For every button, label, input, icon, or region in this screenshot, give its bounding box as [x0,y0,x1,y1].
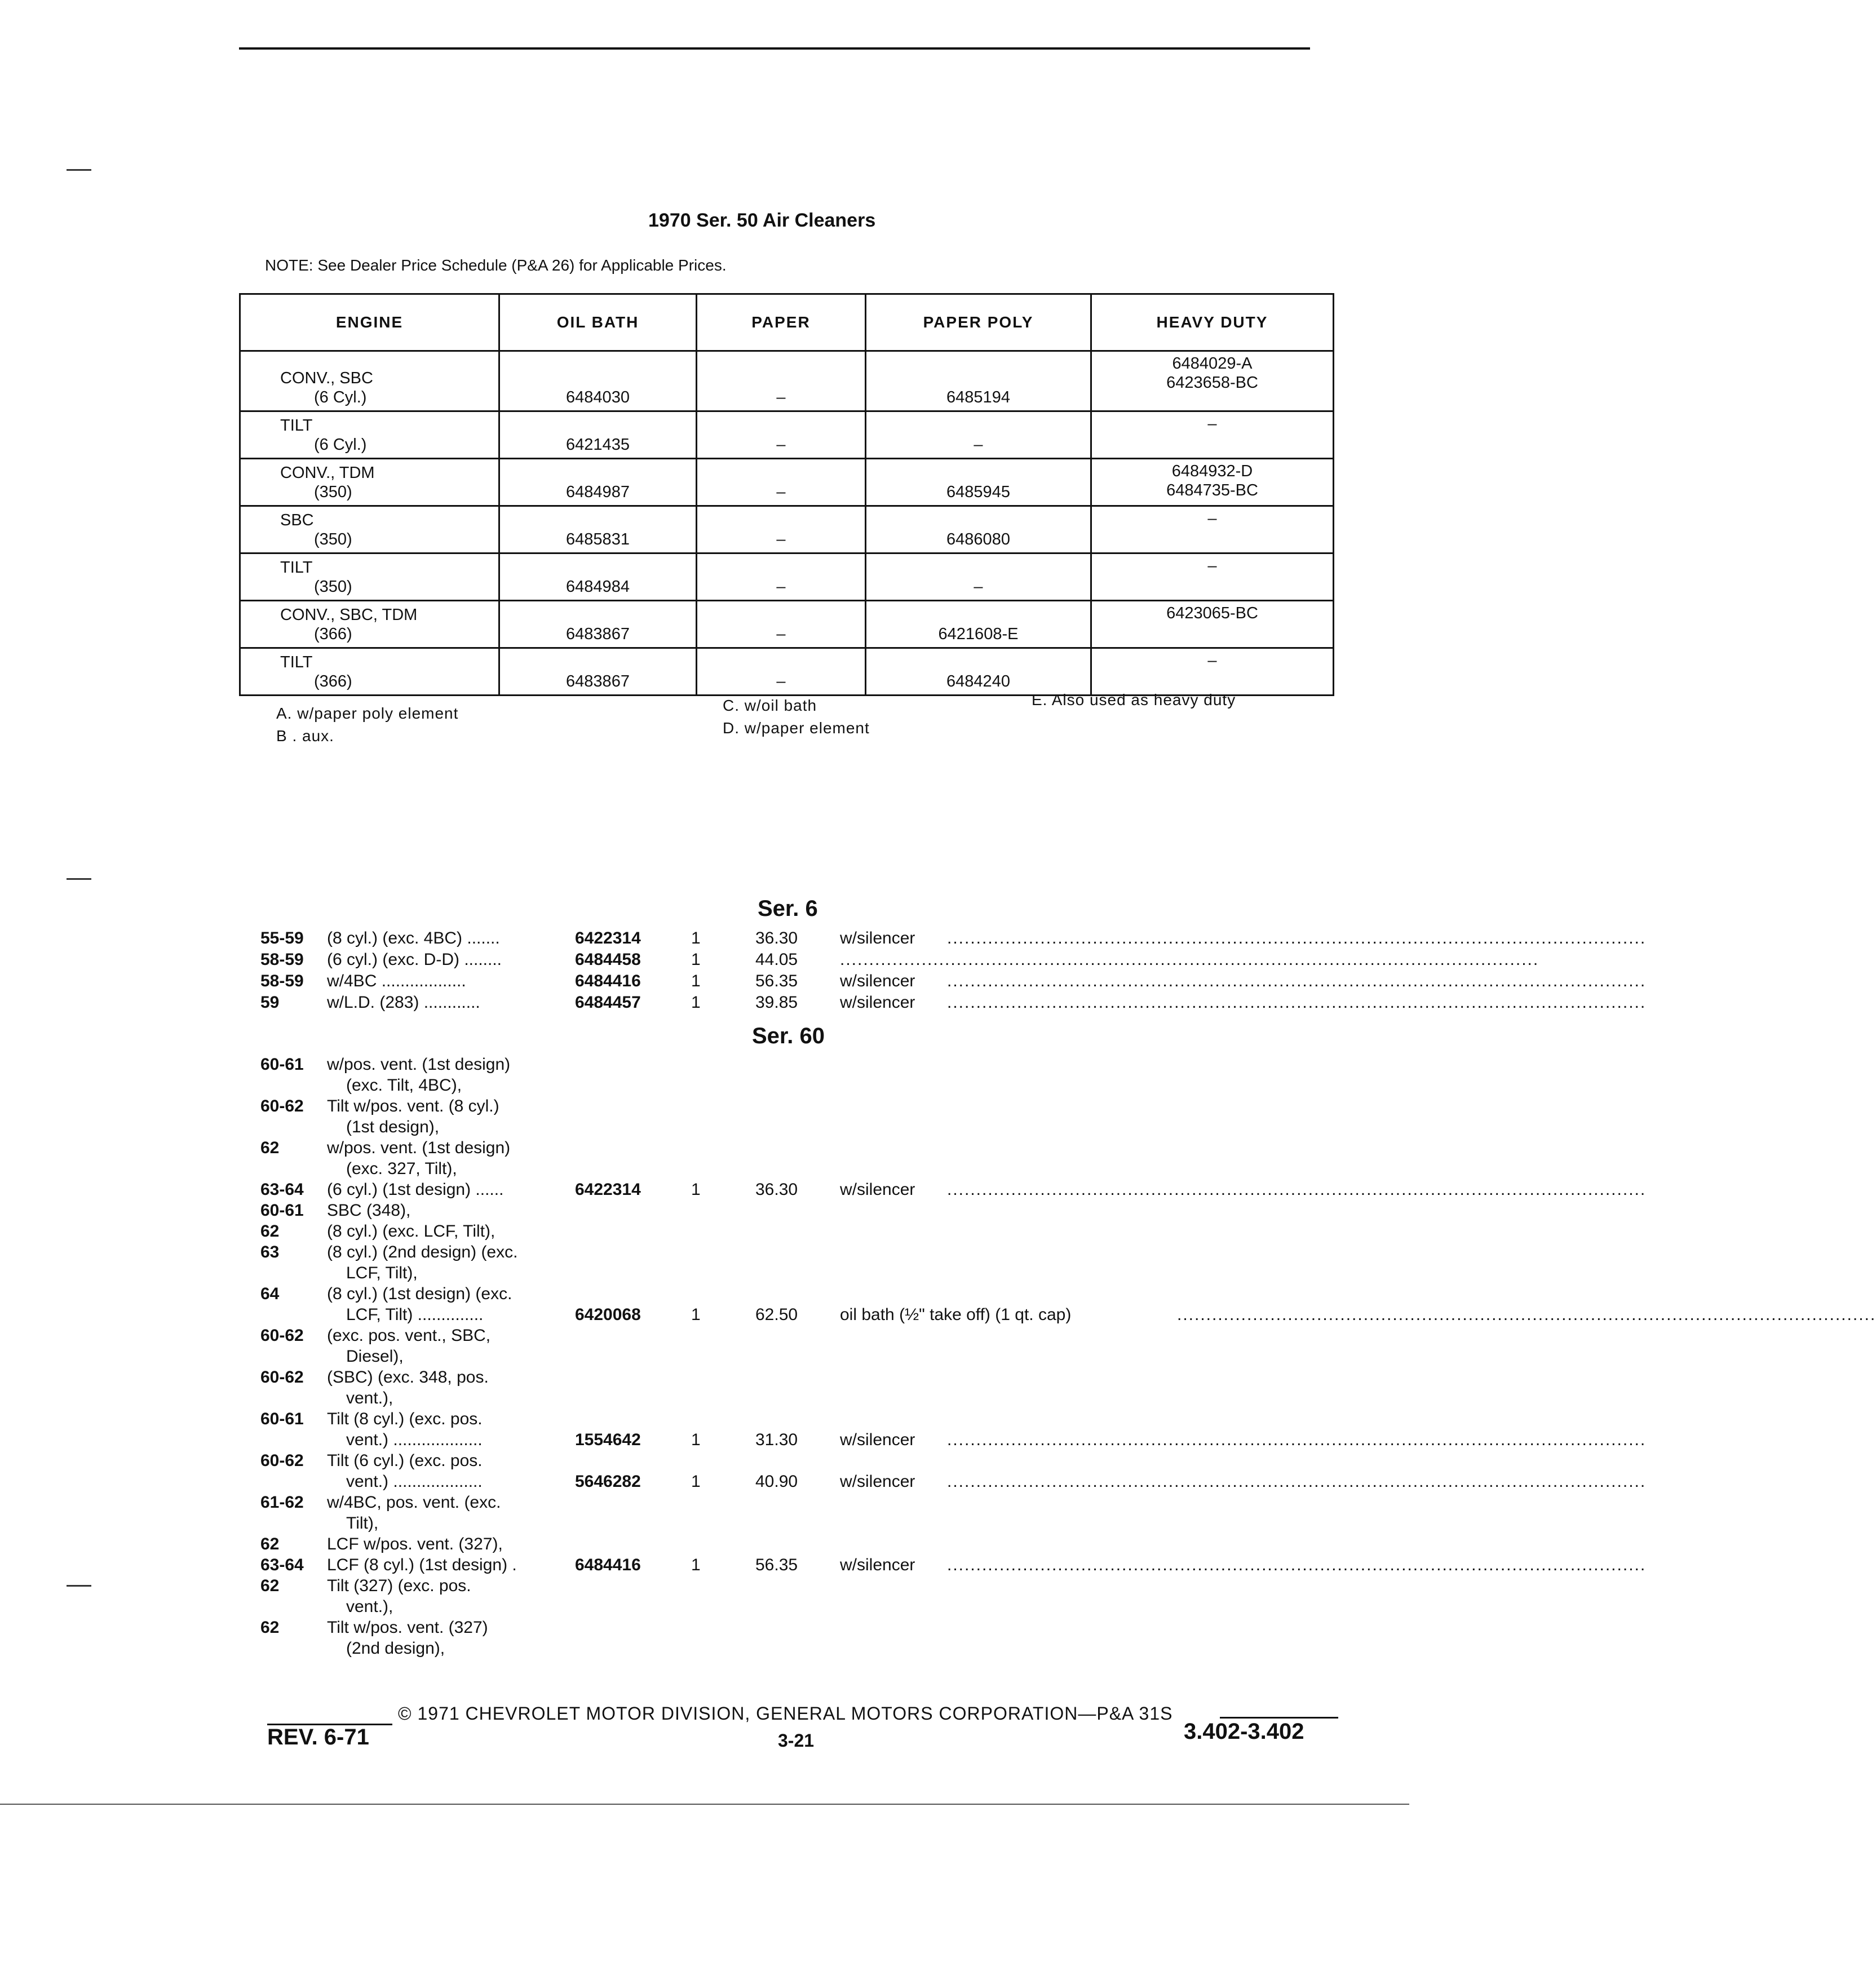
header-paper-poly: PAPER POLY [866,294,1091,351]
parts-line [0,1556,1647,1576]
table-row [240,648,1334,696]
engine-cell [240,601,499,648]
part-description: (6 cyl.) (1st design) ...... [327,1180,504,1199]
engine-name: TILT [280,653,313,671]
heavy-duty-cell [1091,553,1334,601]
oil-bath-cell: 6484987 [499,459,697,506]
engine-displacement: (350) [314,578,352,596]
heavy-duty-value: – [1207,557,1217,575]
page-title: 1970 Ser. 50 Air Cleaners [648,210,876,231]
quantity: 1 [691,972,701,990]
parts-line [0,1055,1425,1076]
year-range: 60-62 [260,1368,304,1387]
paper-cell: – [697,351,866,411]
parts-line [0,1201,1425,1222]
engine-cell [240,553,499,601]
part-description: (1st design), [346,1118,440,1136]
parts-line [0,1243,1425,1264]
year-range: 59 [260,993,280,1012]
part-description: vent.), [346,1597,393,1616]
paper-poly-cell: 6484240 [866,648,1091,696]
engine-displacement: (350) [314,483,352,501]
quantity: 1 [691,1431,701,1449]
part-description: (6 cyl.) (exc. D-D) ........ [327,950,502,969]
part-description: (8 cyl.) (exc. 4BC) ....... [327,929,500,947]
part-number: 6484458 [575,950,641,969]
parts-line [0,993,1647,1014]
heavy-duty-cell [1091,351,1334,411]
part-description: w/4BC .................. [327,972,466,990]
paper-cell: – [697,506,866,553]
parts-line [0,1431,1647,1451]
table-header-row [240,294,1334,351]
part-description: (exc. 327, Tilt), [346,1159,457,1178]
dot-leader: ........................................................................................................................ [947,1180,1647,1199]
dot-leader: ........................................................................................................................ [947,993,1647,1012]
parts-line [0,1493,1425,1514]
parts-line [0,1514,1425,1535]
list-price: 40.90 [755,1472,798,1491]
remark: oil bath (½" take off) (1 qt. cap) [840,1305,1072,1324]
parts-line [0,1097,1425,1118]
parts-line [0,1535,1425,1556]
quantity: 1 [691,929,701,947]
year-range: 60-61 [260,1410,304,1428]
year-range: 62 [260,1618,280,1637]
footnote-c: C. w/oil bath [723,697,817,714]
dot-leader: ........................................................................................................................ [947,972,1647,990]
parts-line [0,1576,1425,1597]
year-range: 63-64 [260,1556,304,1574]
air-cleaner-table [239,293,1334,696]
part-number: 6420068 [575,1305,641,1324]
heavy-duty-cell [1091,648,1334,696]
margin-mark [67,169,91,171]
table-row [240,459,1334,506]
parts-line [0,1597,1425,1618]
engine-cell [240,648,499,696]
margin-mark [67,878,91,880]
engine-displacement: (6 Cyl.) [314,388,367,406]
heavy-duty-value: – [1207,415,1217,433]
footnote-d: D. w/paper element [723,719,870,737]
parts-line [0,972,1647,993]
quantity: 1 [691,1472,701,1491]
dot-leader: ........................................................................................................................ [1177,1305,1876,1324]
oil-bath-cell: 6421435 [499,411,697,459]
list-price: 36.30 [755,1180,798,1199]
parts-line [0,1639,1425,1660]
list-price: 62.50 [755,1305,798,1324]
dot-leader: ........................................................................................................................ [947,929,1647,947]
remark: w/silencer [840,1431,915,1449]
oil-bath-cell: 6483867 [499,648,697,696]
table-row [240,553,1334,601]
dot-leader: ........................................................................................................................ [947,1472,1647,1491]
heavy-duty-cell [1091,459,1334,506]
quantity: 1 [691,1556,701,1574]
paper-poly-cell: 6486080 [866,506,1091,553]
remark: w/silencer [840,1472,915,1491]
footnote-b: B . aux. [276,727,334,745]
parts-line [0,1347,1425,1368]
parts-line [0,1222,1425,1243]
engine-name: TILT [280,417,313,435]
list-price: 56.35 [755,1556,798,1574]
top-rule [239,47,1310,50]
heavy-duty-value: – [1207,652,1217,670]
oil-bath-cell: 6485831 [499,506,697,553]
quantity: 1 [691,950,701,969]
part-number: 6484416 [575,1556,641,1574]
part-description: (8 cyl.) (exc. LCF, Tilt), [327,1222,495,1241]
part-description: Tilt (327) (exc. pos. [327,1576,471,1595]
footer-rule-right [1220,1717,1338,1719]
table-row [240,411,1334,459]
parts-line [0,1180,1647,1201]
list-price: 56.35 [755,972,798,990]
remark: w/silencer [840,993,915,1012]
quantity: 1 [691,1180,701,1199]
heavy-duty-value: 6484932-D [1171,462,1253,480]
part-description: (exc. Tilt, 4BC), [346,1076,462,1095]
list-price: 44.05 [755,950,798,969]
part-description: w/L.D. (283) ............ [327,993,480,1012]
heavy-duty-value-2: 6484735-BC [1166,481,1258,499]
list-price: 31.30 [755,1431,798,1449]
header-paper: PAPER [697,294,866,351]
engine-cell [240,351,499,411]
oil-bath-cell: 6483867 [499,601,697,648]
part-description: w/4BC, pos. vent. (exc. [327,1493,501,1512]
part-description: Tilt (8 cyl.) (exc. pos. [327,1410,483,1428]
engine-name: CONV., SBC [280,369,373,387]
year-range: 63 [260,1243,280,1261]
page-number: 3-21 [778,1730,815,1751]
remark: w/silencer [840,929,915,947]
table-row [240,601,1334,648]
parts-line [0,929,1647,950]
heavy-duty-value: 6423065-BC [1166,604,1258,622]
part-number: 5646282 [575,1472,641,1491]
year-range: 64 [260,1285,280,1303]
header-oil-bath: OIL BATH [499,294,697,351]
paper-cell: – [697,411,866,459]
paper-cell: – [697,601,866,648]
year-range: 60-62 [260,1451,304,1470]
part-number: 6484457 [575,993,641,1012]
engine-displacement: (6 Cyl.) [314,436,367,454]
year-range: 60-62 [260,1326,304,1345]
parts-line [0,1285,1425,1305]
part-description: vent.) ................... [346,1472,483,1491]
quantity: 1 [691,993,701,1012]
year-range: 61-62 [260,1493,304,1512]
part-description: vent.), [346,1389,393,1407]
engine-name: CONV., SBC, TDM [280,606,418,624]
engine-displacement: (366) [314,625,352,643]
part-number: 6484416 [575,972,641,990]
part-description: Tilt w/pos. vent. (8 cyl.) [327,1097,499,1115]
part-description: LCF w/pos. vent. (327), [327,1535,503,1553]
engine-displacement: (350) [314,530,352,548]
parts-line [0,1618,1425,1639]
revision-label: REV. 6-71 [267,1725,369,1750]
header-heavy-duty: HEAVY DUTY [1091,294,1334,351]
heavy-duty-value: – [1207,510,1217,528]
heavy-duty-value: 6484029-A [1172,355,1253,373]
section-number: 3.402-3.402 [1184,1719,1304,1744]
dot-leader: ........................................................................................................................ [947,1556,1647,1574]
list-price: 36.30 [755,929,798,947]
engine-cell [240,459,499,506]
paper-poly-cell: – [866,553,1091,601]
part-description: LCF, Tilt), [346,1264,418,1282]
copyright-notice: © 1971 CHEVROLET MOTOR DIVISION, GENERAL MOTORS CORPORATION—P&A 31S [398,1703,1173,1724]
remark: w/silencer [840,1556,915,1574]
remark: w/silencer [840,972,915,990]
part-number: 6422314 [575,929,641,947]
year-range: 60-61 [260,1201,304,1220]
dot-leader: ........................................................................................................................ [947,1431,1647,1449]
parts-line [0,1326,1425,1347]
year-range: 60-61 [260,1055,304,1074]
paper-cell: – [697,553,866,601]
part-description: (2nd design), [346,1639,445,1658]
heavy-duty-cell [1091,601,1334,648]
bottom-rule [0,1804,1409,1805]
year-range: 58-59 [260,972,304,990]
parts-line [0,1305,1876,1326]
part-description: (8 cyl.) (2nd design) (exc. [327,1243,518,1261]
table-row [240,351,1334,411]
paper-cell: – [697,648,866,696]
year-range: 63-64 [260,1180,304,1199]
paper-poly-cell: – [866,411,1091,459]
part-description: w/pos. vent. (1st design) [327,1139,511,1157]
engine-cell [240,411,499,459]
parts-line [0,1389,1425,1410]
year-range: 60-62 [260,1097,304,1115]
quantity: 1 [691,1305,701,1324]
year-range: 58-59 [260,950,304,969]
part-description: Tilt (6 cyl.) (exc. pos. [327,1451,483,1470]
parts-line [0,1451,1425,1472]
part-description: LCF, Tilt) .............. [346,1305,484,1324]
year-range: 62 [260,1576,280,1595]
year-range: 62 [260,1139,280,1157]
parts-line [0,1076,1425,1097]
year-range: 62 [260,1222,280,1241]
engine-name: TILT [280,559,313,577]
dot-leader: ........................................................................................................................ [840,950,1539,969]
part-description: (8 cyl.) (1st design) (exc. [327,1285,512,1303]
parts-line [0,1368,1425,1389]
part-description: LCF (8 cyl.) (1st design) . [327,1556,517,1574]
list-price: 39.85 [755,993,798,1012]
part-description: Diesel), [346,1347,404,1366]
table-row [240,506,1334,553]
paper-poly-cell: 6421608-E [866,601,1091,648]
engine-name: SBC [280,511,314,529]
parts-line [0,1264,1425,1285]
header-engine: ENGINE [240,294,499,351]
part-description: SBC (348), [327,1201,411,1220]
parts-line [0,1410,1425,1431]
price-note: NOTE: See Dealer Price Schedule (P&A 26) for Applicable Prices. [265,256,727,274]
heavy-duty-cell [1091,411,1334,459]
oil-bath-cell: 6484030 [499,351,697,411]
parts-line [0,1472,1647,1493]
engine-cell [240,506,499,553]
paper-cell: – [697,459,866,506]
paper-poly-cell: 6485194 [866,351,1091,411]
remark: w/silencer [840,1180,915,1199]
section-heading-ser60: Ser. 60 [752,1024,825,1048]
parts-line [0,1118,1425,1139]
part-number: 1554642 [575,1431,641,1449]
paper-poly-cell: 6485945 [866,459,1091,506]
part-description: (exc. pos. vent., SBC, [327,1326,491,1345]
oil-bath-cell: 6484984 [499,553,697,601]
engine-displacement: (366) [314,672,352,690]
footnote-e: E. Also used as heavy duty [1032,691,1236,708]
part-description: Tilt w/pos. vent. (327) [327,1618,488,1637]
year-range: 62 [260,1535,280,1553]
parts-line [0,1159,1425,1180]
part-description: (SBC) (exc. 348, pos. [327,1368,489,1387]
parts-line [0,1139,1425,1159]
part-description: Tilt), [346,1514,379,1533]
heavy-duty-cell [1091,506,1334,553]
footnote-a: A. w/paper poly element [276,705,459,722]
year-range: 55-59 [260,929,304,947]
heavy-duty-value-2: 6423658-BC [1166,374,1258,392]
section-heading-ser6: Ser. 6 [758,896,818,921]
parts-line [0,950,1539,971]
part-description: w/pos. vent. (1st design) [327,1055,511,1074]
part-description: vent.) ................... [346,1431,483,1449]
part-number: 6422314 [575,1180,641,1199]
engine-name: CONV., TDM [280,464,375,482]
